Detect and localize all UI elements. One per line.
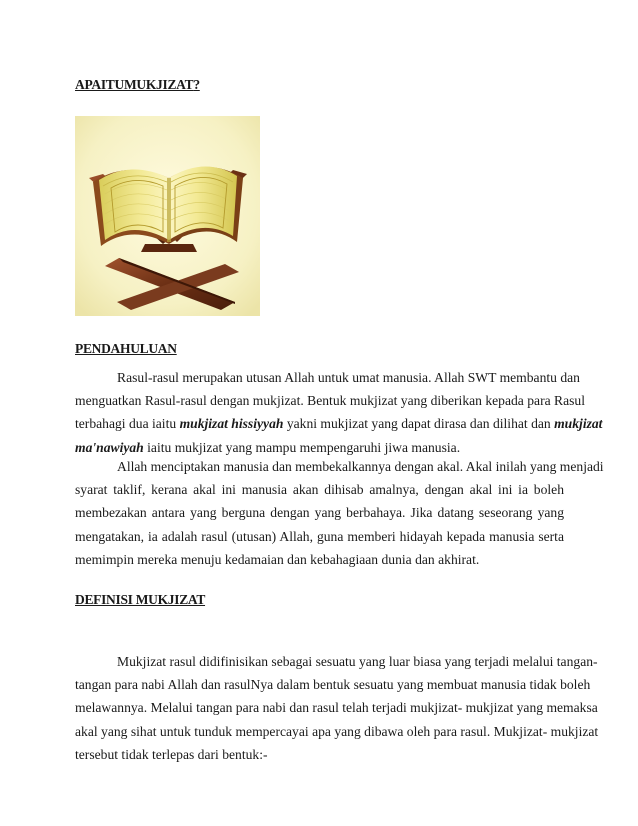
page-title [75,77,200,93]
term-hissiyyah: mukjizat hissiyyah [179,416,284,432]
text-line: Mukjizat rasul didifinisikan sebagai sesuatu yang luar biasa yang terjadi melalui tangan- [117,654,598,669]
text-line: membezakan antara yang berguna dengan yang berbahaya. Jika datang seseorang yang [75,505,564,521]
text-line: tangan para nabi Allah dan rasulNya dalam bentuk sesuatu yang membuat manusia tidak boleh [75,677,591,693]
text-span: iaitu mukjizat yang mampu mempengaruhi jiwa manusia. [143,439,461,455]
text-line: akal yang sihat untuk tunduk mempercayai apa yang dibawa oleh para rasul. Mukjizat- mukjizat [75,723,599,739]
page-title-text: APAITUMUKJIZAT [75,77,194,92]
term-manawiyah: ma'nawiyah [75,439,144,455]
text-line [75,412,603,435]
text-line: tersebut tidak terlepas dari bentuk:- [75,746,268,762]
paragraph-akal [75,455,604,571]
text-line: melawannya. Melalui tangan para nabi dan rasul telah terjadi mukjizat- mukjizat yang memaksa [75,700,598,716]
text-span: terbahagi dua iaitu [75,416,180,432]
text-line: mengatakan, ia adalah rasul (utusan) Allah, guna memberi hidayah kepada manusia serta [75,528,564,544]
section-heading-intro: PENDAHULUAN [75,341,177,356]
text-line: menguatkan Rasul-rasul dengan mukjizat. Bentuk mukjizat yang diberikan kepada para Rasul [75,393,585,409]
open-book-on-stand-icon [75,116,260,316]
paragraph-definition [75,650,599,766]
text-line: Allah menciptakan manusia dan membekalkannya dengan akal. Akal inilah yang menjadi [117,459,604,474]
text-span: yakni mukjizat yang dapat dirasa dan dilihat dan [283,416,555,432]
document-page [75,0,604,826]
text-line: memimpin mereka menuju kedamaian dan kebahagiaan dunia dan akhirat. [75,551,480,567]
text-line: syarat taklif, kerana akal ini manusia akan dihisab amalnya, dengan akal ini ia boleh [75,482,564,498]
paragraph-intro [75,366,603,459]
text-line: Rasul-rasul merupakan utusan Allah untuk umat manusia. Allah SWT membantu dan [117,370,580,385]
page-title-mark: ? [193,77,200,92]
section-heading-definition: DEFINISI MUKJIZAT [75,592,206,607]
term-mukjizat: mukjizat [554,416,603,432]
